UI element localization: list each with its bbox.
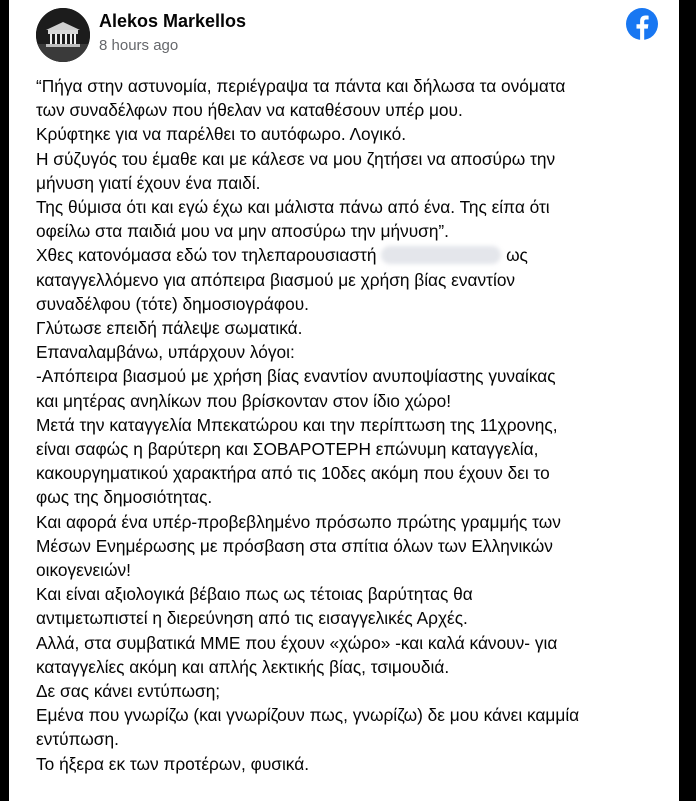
post-line: καταγγελλόμενο για απόπειρα βιασμού με χρήση βίας εναντίον [36, 269, 516, 290]
author-name[interactable]: Alekos Markellos [99, 11, 247, 31]
post-line: Μέσων Ενημέρωσης με πρόσβαση στα σπίτια όλων των Ελληνικών [36, 535, 553, 556]
post-line: Αλλά, στα συμβατικά ΜΜΕ που έχουν «χώρο» -και καλά κάνουν- για [36, 632, 558, 653]
post-line: μήνυση γιατί έχουν ένα παιδί. [36, 172, 261, 193]
post-line: κακουργηματικού χαρακτήρα από τις 10δες ακόμη που έχουν δει το [36, 463, 550, 484]
post-line: Γλύτωσε επειδή πάλεψε σωματικά. [36, 318, 303, 339]
post-line: Η σύζυγός του έμαθε και με κάλεσε να μου ζητήσει να αποσύρω την [36, 148, 556, 169]
post-header [9, 0, 679, 64]
post-line: αντιμετωπιστεί η διερεύνηση από τις εισαγγελικές Αρχές. [36, 608, 468, 629]
post-line: εντύπωση. [36, 729, 119, 750]
redacted-name [381, 246, 501, 264]
post-line: Το ήξερα εκ των προτέρων, φυσικά. [36, 753, 310, 774]
post-line: “Πήγα στην αστυνομία, περιέγραψα τα πάντα και δήλωσα τα ονόματα [36, 76, 566, 96]
post-line-segment: ως [506, 245, 528, 266]
post-line-with-redaction [36, 243, 666, 267]
post-line: Της θύμισα ότι και εγώ έχω και μάλιστα πάνω από ένα. Της είπα ότι [36, 197, 550, 218]
post-line: Δε σας κάνει εντύπωση; [36, 681, 221, 702]
post-line: καταγγελίες ακόμη και απλής λεκτικής βίας, τσιμουδιά. [36, 656, 450, 677]
avatar[interactable] [36, 8, 90, 62]
post-line: Μετά την καταγγελία Μπεκατώρου και την περίπτωση της 11χρονης, [36, 414, 558, 435]
facebook-icon[interactable] [626, 8, 658, 40]
post-line: οφείλω στα παιδιά μου να μην αποσύρω την μήνυση”. [36, 221, 449, 242]
post-line: και μητέρας ανηλίκων που βρίσκονταν στον ίδιο χώρο! [36, 390, 452, 411]
post-line: -Απόπειρα βιασμού με χρήση βίας εναντίον ανυποψίαστης γυναίκας [36, 366, 556, 387]
post-line: φως της δημοσιότητας. [36, 487, 213, 508]
post-line: Κρύφτηκε για να παρέλθει το αυτόφωρο. Λογικό. [36, 124, 406, 145]
post-line: είναι σαφώς η βαρύτερη και ΣΟΒΑΡΟΤΕΡΗ επώνυμη καταγγελία, [36, 439, 539, 460]
post-line: οικογενειών! [36, 560, 131, 581]
post-line: Επαναλαμβάνω, υπάρχουν λόγοι: [36, 342, 295, 363]
post-line: Και είναι αξιολογικά βέβαιο πως ως τέτοιας βαρύτητας θα [36, 584, 473, 605]
post-body [36, 74, 666, 776]
post-line: συναδέλφου (τότε) δημοσιογράφου. [36, 293, 309, 314]
post-line: Και αφορά ένα υπέρ-προβεβλημένο πρόσωπο πρώτης γραμμής των [36, 511, 561, 532]
post-timestamp[interactable]: 8 hours ago [99, 37, 179, 54]
post-line: Εμένα που γνωρίζω (και γνωρίζουν πως, γνωρίζω) δε μου κάνει καμμία [36, 705, 580, 726]
post-line-segment: Χθες κατονόμασα εδώ τον τηλεπαρουσιαστή [36, 245, 377, 266]
post-card [9, 0, 679, 801]
post-line: των συναδέλφων που ήθελαν να καταθέσουν υπέρ μου. [36, 100, 463, 121]
